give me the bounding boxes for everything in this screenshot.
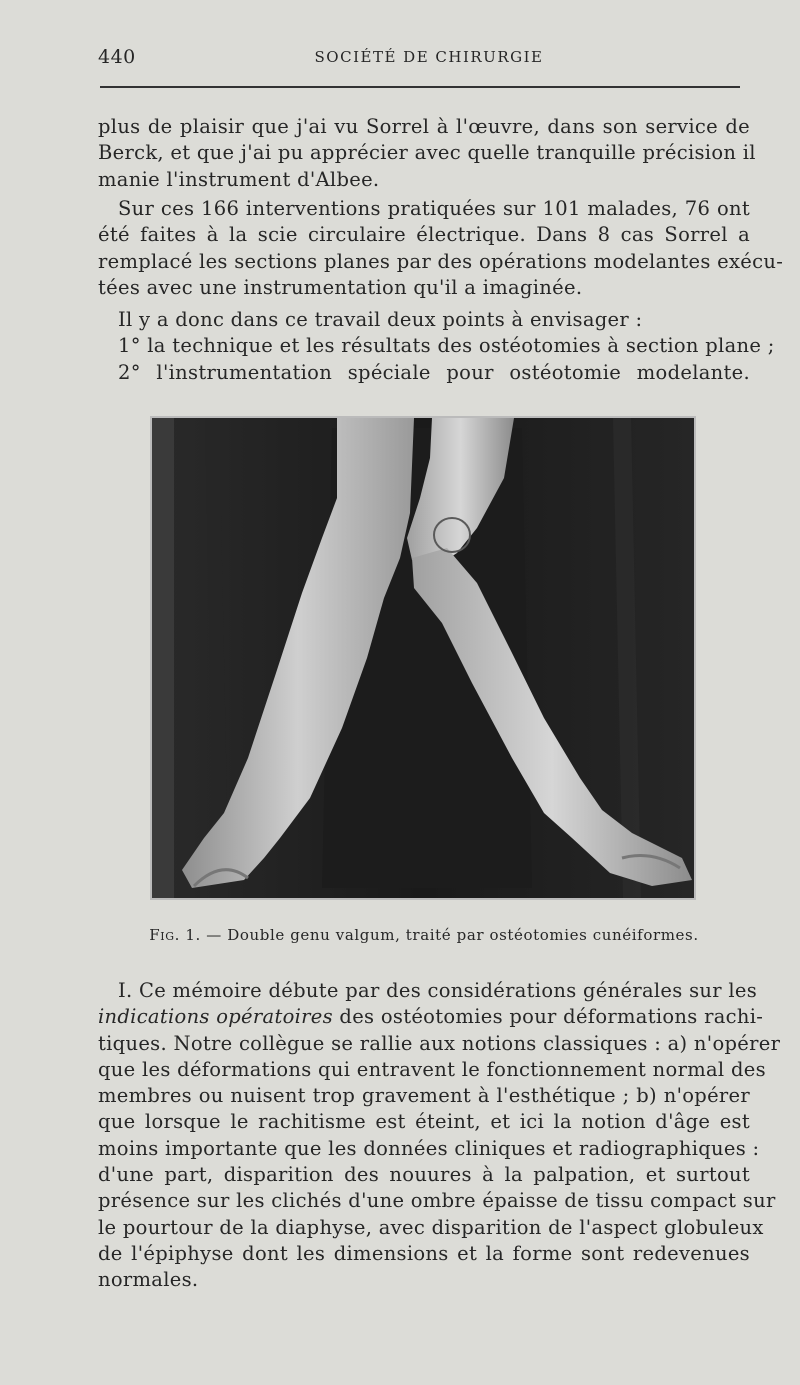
paragraph-memoire (98, 978, 781, 1294)
text-line: que lorsque le rachitisme est éteint, et ici la notion d'âge est (98, 1110, 750, 1134)
figure-label: Fig. 1. (149, 926, 201, 944)
text-line: le pourtour de la diaphyse, avec disparition de l'aspect globuleux (98, 1215, 764, 1239)
text-line: manie l'instrument d'Albee. (98, 167, 380, 191)
text-line: que les déformations qui entravent le fonctionnement normal des (98, 1057, 766, 1081)
text-line: tées avec une instrumentation qu'il a imaginée. (98, 275, 583, 299)
text-line: normales. (98, 1268, 199, 1292)
header-rule (100, 86, 740, 88)
text-line: d'une part, disparition des nouures à la palpation, et surtout (98, 1163, 750, 1187)
figure-photograph (150, 416, 696, 900)
figure-caption-text: — Double genu valgum, traité par ostéotomies cunéiformes. (206, 926, 699, 944)
text-line: I. Ce mémoire débute par des considérations générales sur les (118, 979, 758, 1002)
text-line: 1° la technique et les résultats des ostéotomies à section plane ; (118, 334, 775, 358)
text-fragment: des ostéotomies pour déformations rachi- (332, 1005, 764, 1029)
text-line: de l'épiphyse dont les dimensions et la forme sont redevenues (98, 1241, 750, 1265)
paragraph-points (98, 307, 775, 386)
page-number: 440 (98, 46, 136, 68)
text-line: Il y a donc dans ce travail deux points à envisager : (118, 308, 643, 331)
text-line: remplacé les sections planes par des opérations modelantes exécu- (98, 249, 784, 273)
text-line: Sur ces 166 interventions pratiquées sur 101 malades, 76 ont (118, 197, 750, 220)
paragraph-interventions (98, 196, 784, 301)
text-line: moins importante que les données cliniques et radiographiques : (98, 1136, 760, 1160)
page-header (98, 46, 740, 70)
text-line: plus de plaisir que j'ai vu Sorrel à l'œuvre, dans son service de (98, 115, 750, 138)
emphasis-text: indications opératoires (98, 1005, 333, 1029)
text-line: présence sur les clichés d'une ombre épaisse de tissu compact sur (98, 1189, 776, 1213)
text-line: été faites à la scie circulaire électrique. Dans 8 cas Sorrel a (98, 223, 750, 247)
running-title: SOCIÉTÉ DE CHIRURGIE (314, 48, 544, 66)
legs-photograph (152, 418, 694, 898)
text-line: 2° l'instrumentation spéciale pour ostéotomie modelante. (118, 360, 750, 384)
text-line: tiques. Notre collègue se rallie aux notions classiques : a) n'opérer (98, 1031, 781, 1055)
text-line (98, 1004, 764, 1030)
paragraph-continuation (98, 114, 756, 193)
text-line: Berck, et que j'ai pu apprécier avec quelle tranquille précision il (98, 141, 756, 165)
text-line: membres ou nuisent trop gravement à l'esthétique ; b) n'opérer (98, 1084, 750, 1108)
figure-caption (98, 926, 750, 944)
